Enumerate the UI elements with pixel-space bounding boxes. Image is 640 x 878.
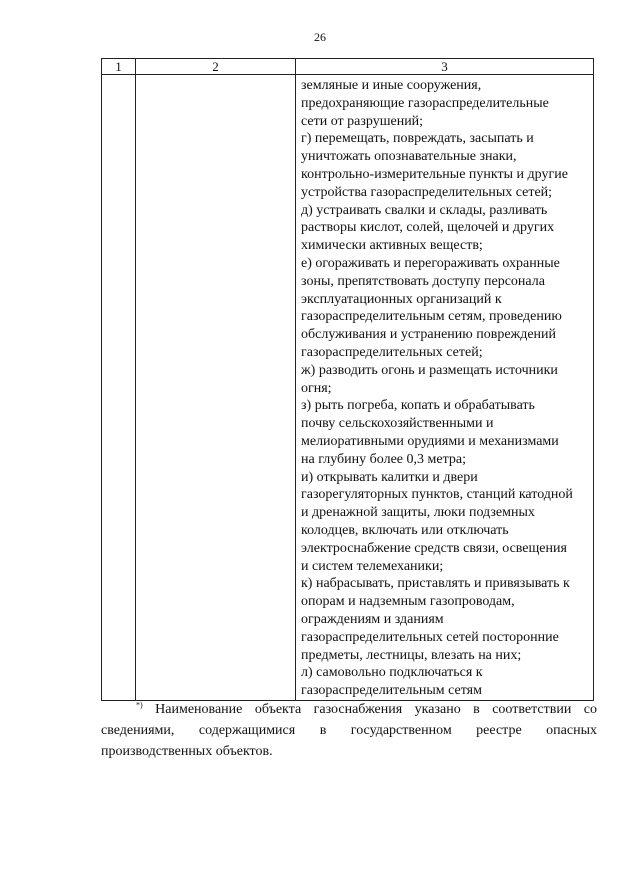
- text-line: газораспределительным сетям: [301, 683, 482, 699]
- text-line: газораспределительных сетей посторонние: [301, 629, 559, 645]
- text-line: ж) разводить огонь и размещать источники: [301, 362, 558, 378]
- text-line: газорегуляторных пунктов, станций катодной: [301, 487, 573, 503]
- footnote-marker: *): [136, 700, 143, 710]
- text-line: опорам и надземным газопроводам,: [301, 594, 515, 610]
- table-cell-col2: [136, 75, 296, 701]
- footnote-line-text: Наименование объекта газоснабжения указано в соответствии со: [155, 702, 597, 717]
- text-line: электроснабжение средств связи, освещения: [301, 540, 567, 556]
- text-line: контрольно-измерительные пункты и другие: [301, 166, 568, 182]
- text-line: земляные и иные сооружения,: [301, 78, 482, 93]
- text-line: эксплуатационных организаций к: [301, 291, 502, 307]
- text-line: зоны, препятствовать доступу персонала: [301, 273, 545, 289]
- text-line: к) набрасывать, приставлять и привязывать к: [301, 576, 570, 592]
- text-line: устройства газораспределительных сетей;: [301, 184, 553, 200]
- text-line: и) открывать калитки и двери: [301, 469, 478, 485]
- restrictions-text: [296, 75, 593, 700]
- footnote-line: сведениями, содержащимися в государственном реестре опасных: [101, 723, 597, 738]
- column-header-3: 3: [296, 59, 594, 75]
- text-line: колодцев, включать или отключать: [301, 522, 509, 538]
- text-line: предохраняющие газораспределительные: [301, 95, 549, 111]
- table-cell-col3: [296, 75, 594, 701]
- text-line: ограждениям и зданиям: [301, 611, 444, 627]
- text-line: обслуживания и устранению повреждений: [301, 327, 557, 343]
- footnote-line: производственных объектов.: [101, 744, 273, 759]
- text-line: предметы, лестницы, влезать на них;: [301, 647, 522, 663]
- text-line: з) рыть погреба, копать и обрабатывать: [301, 398, 535, 414]
- text-line: почву сельскохозяйственными и: [301, 416, 494, 432]
- text-line: г) перемещать, повреждать, засыпать и: [301, 131, 534, 147]
- page-number: 26: [314, 30, 326, 44]
- text-line: газораспределительных сетей;: [301, 344, 483, 360]
- table-header-row: [102, 59, 594, 75]
- text-line: сети от разрушений;: [301, 113, 424, 129]
- text-line: мелиоративными орудиями и механизмами: [301, 433, 559, 449]
- text-line: и систем телемеханики;: [301, 558, 444, 574]
- footnote-line: [101, 699, 597, 720]
- text-line: на глубину более 0,3 метра;: [301, 451, 466, 467]
- text-line: е) огораживать и перегораживать охранные: [301, 255, 560, 271]
- text-line: огня;: [301, 380, 332, 396]
- text-line: уничтожать опознавательные знаки,: [301, 149, 517, 165]
- text-line: химически активных веществ;: [301, 238, 483, 254]
- text-line: д) устраивать свалки и склады, разливать: [301, 202, 548, 218]
- text-line: растворы кислот, солей, щелочей и других: [301, 220, 555, 236]
- text-line: л) самовольно подключаться к: [301, 665, 483, 681]
- content-table: [101, 58, 594, 701]
- table-cell-col1: [102, 75, 136, 701]
- column-header-1: 1: [102, 59, 136, 75]
- column-header-2: 2: [136, 59, 296, 75]
- table-row: [102, 75, 594, 701]
- text-line: газораспределительным сетям, проведению: [301, 309, 562, 325]
- footnote: [101, 699, 597, 762]
- text-line: и дренажной защиты, люки подземных: [301, 505, 535, 521]
